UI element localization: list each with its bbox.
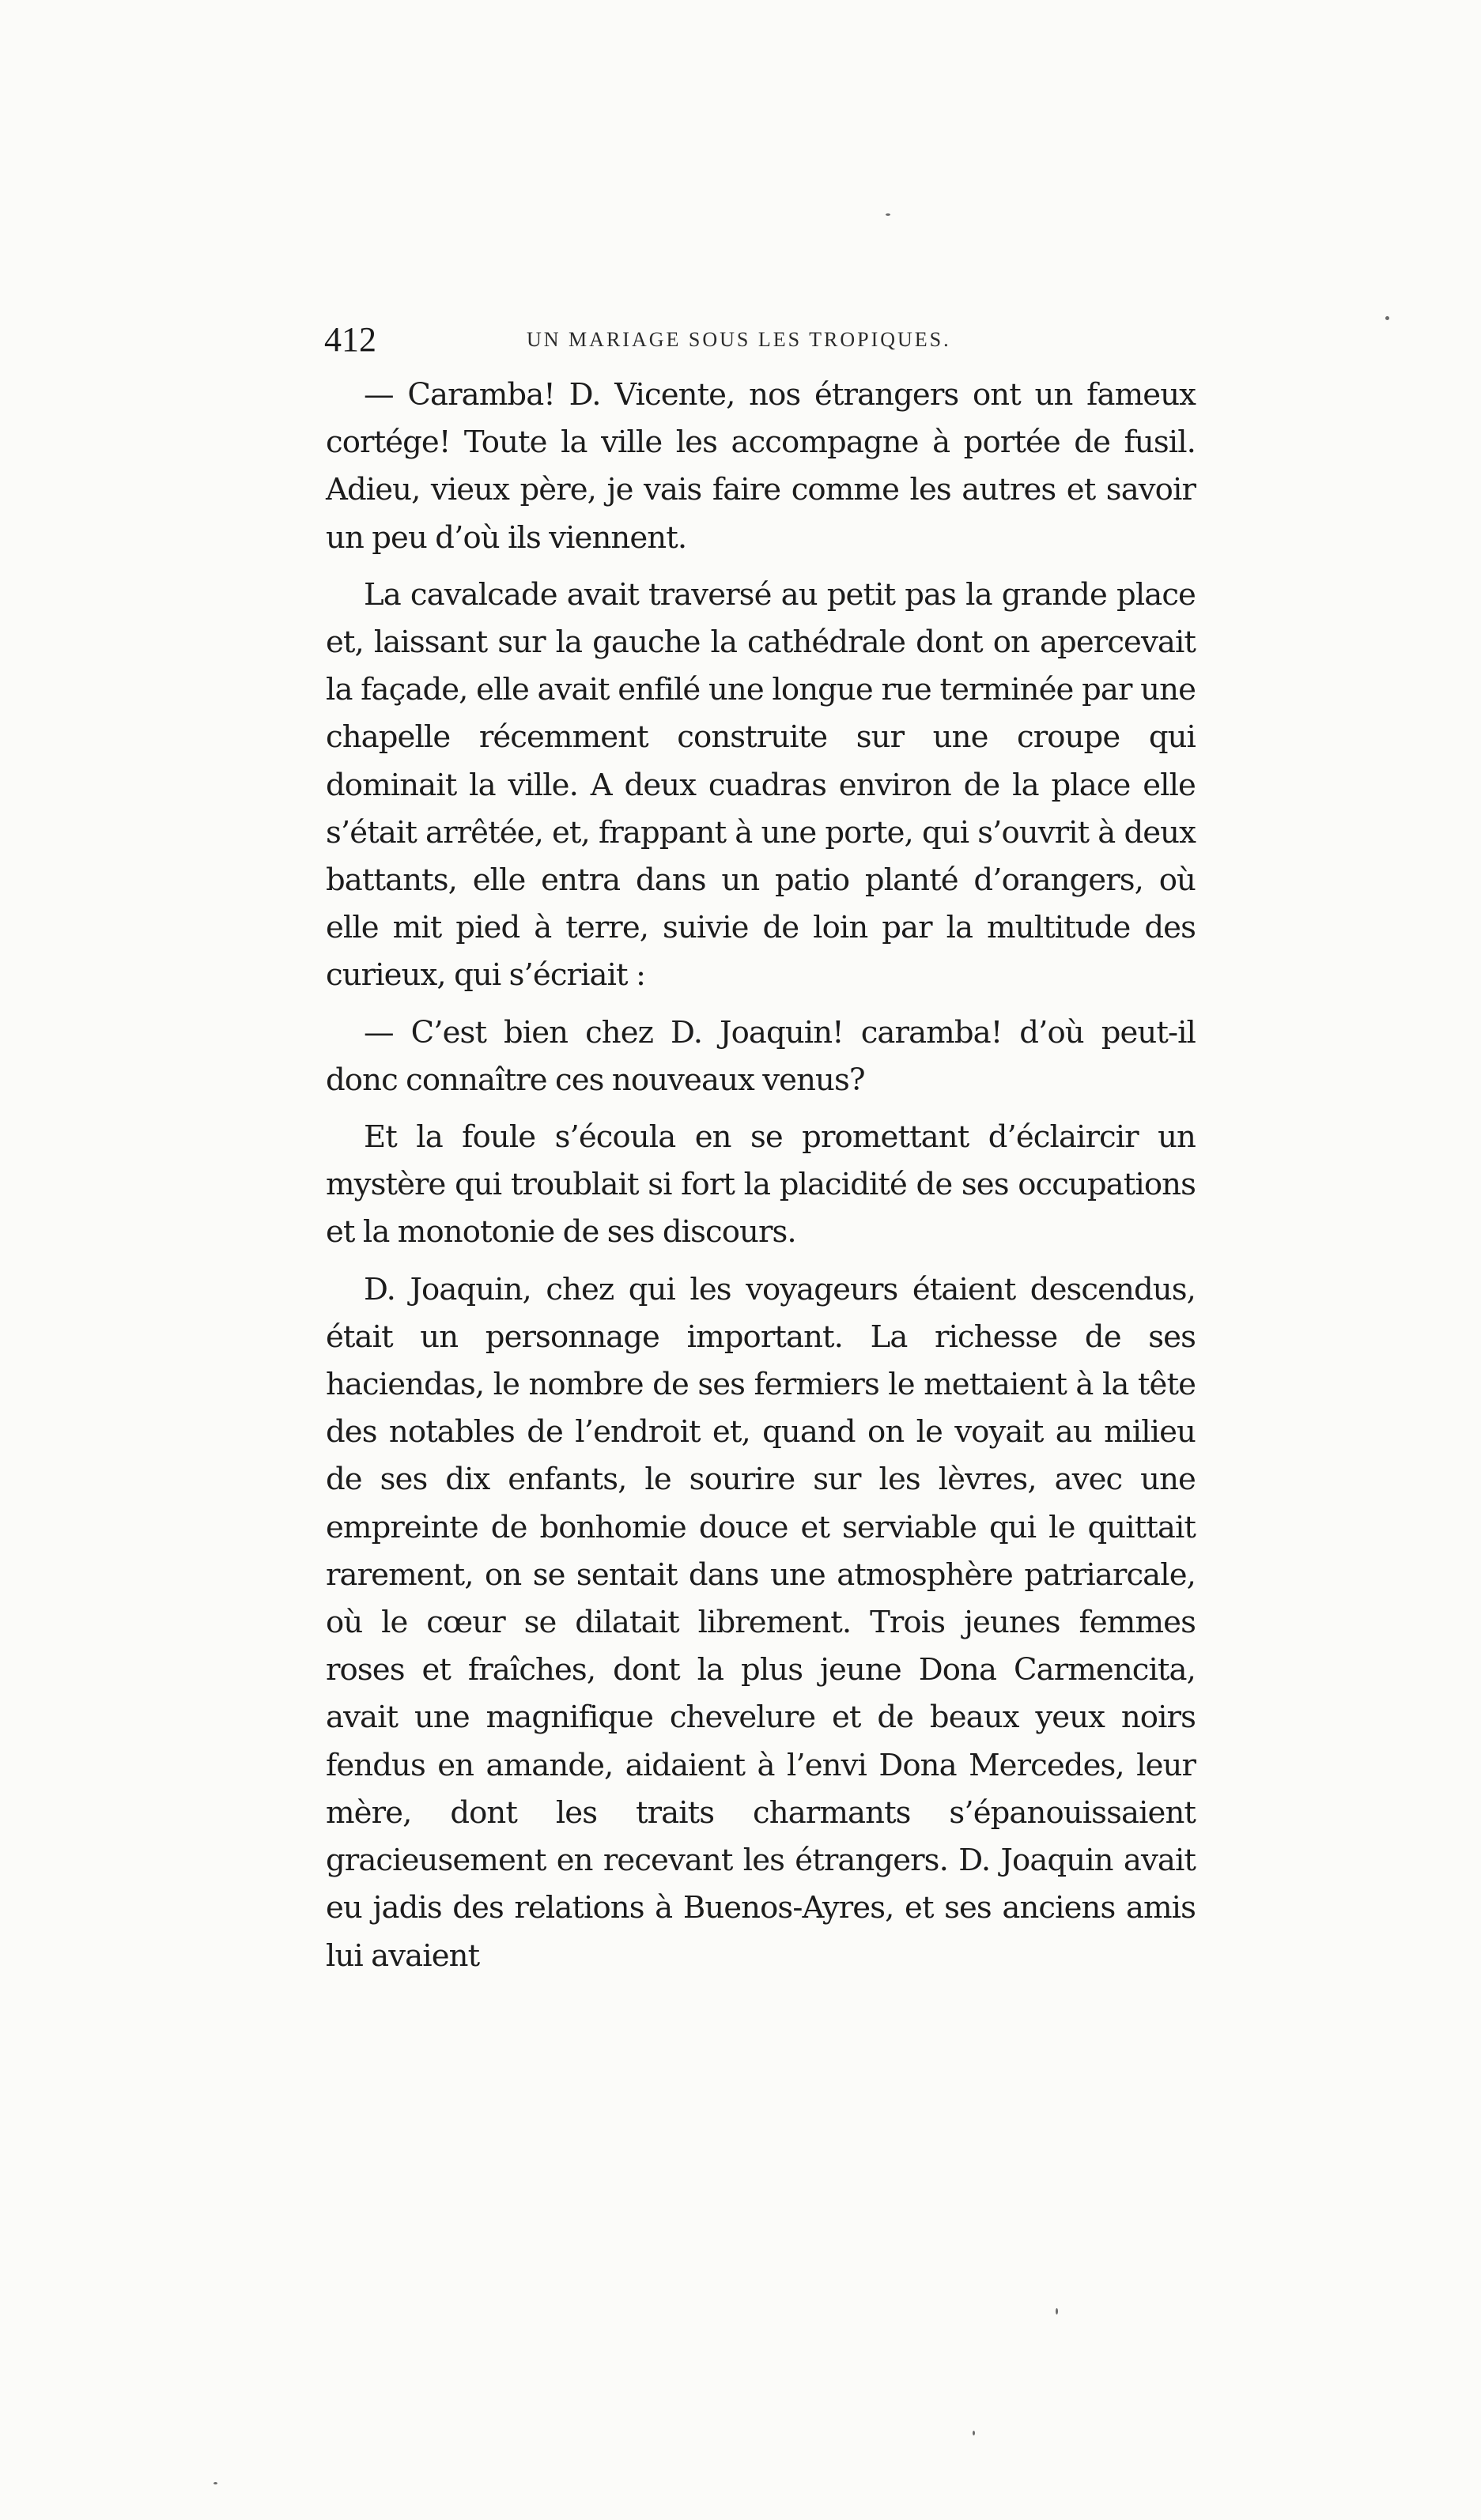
paragraph: — C’est bien chez D. Joaquin! caramba! d’où peut-il donc connaître ces nouveaux venus? xyxy=(326,1014,1196,1098)
body-text xyxy=(326,372,1196,1990)
paragraph: D. Joaquin, chez qui les voyageurs étaient descendus, était un personnage important. La richesse de ses haciendas, le nombre de ses fermiers le mettaient à la tête des notables de l’endroit et, quand on le voyait au milieu de ses dix enfants, le sourire sur les lèvres, avec une empreinte de bonhomie douce et serviable qui le quittait rarement, on se sentait dans une atmosphère patriarcale, où le cœur se dilatait librement. Trois jeunes femmes roses et fraîches, dont la plus jeune Dona Carmencita, avait une magnifique chevelure et de beaux yeux noirs fendus en amande, aidaient à l’envi Dona Mercedes, leur mère, dont les traits charmants s’épanouissaient gracieusement en recevant les étrangers. D. Joaquin avait eu jadis des relations à Buenos-Ayres, et ses anciens amis lui avaient xyxy=(326,1271,1196,1974)
paper-speck xyxy=(1056,2308,1058,2314)
paper-speck xyxy=(213,2482,217,2484)
paper-speck xyxy=(886,213,890,216)
page-header xyxy=(324,316,1194,364)
running-title: UN MARIAGE SOUS LES TROPIQUES. xyxy=(527,328,951,351)
paper-speck xyxy=(973,2431,975,2435)
paper-speck xyxy=(1385,316,1389,320)
page-number: 412 xyxy=(324,320,376,359)
paragraph: La cavalcade avait traversé au petit pas la grande place et, laissant sur la gauche la cathédrale dont on apercevait la façade, elle avait enfilé une longue rue terminée par une chapelle récemment construite sur une croupe qui dominait la ville. A deux cuadras environ de la place elle s’était arrêtée, et, frappant à une porte, qui s’ouvrit à deux battants, elle entra dans un patio planté d’orangers, où elle mit pied à terre, suivie de loin par la multitude des curieux, qui s’écriait : xyxy=(326,576,1196,994)
paragraph: Et la foule s’écoula en se promettant d’éclaircir un mystère qui troublait si fort la placidité de ses occupations et la monotonie de ses discours. xyxy=(326,1119,1196,1251)
paragraph: — Caramba! D. Vicente, nos étrangers ont un fameux cortége! Toute la ville les accompagne à portée de fusil. Adieu, vieux père, je vais faire comme les autres et savoir un peu d’où ils viennent. xyxy=(326,377,1196,556)
